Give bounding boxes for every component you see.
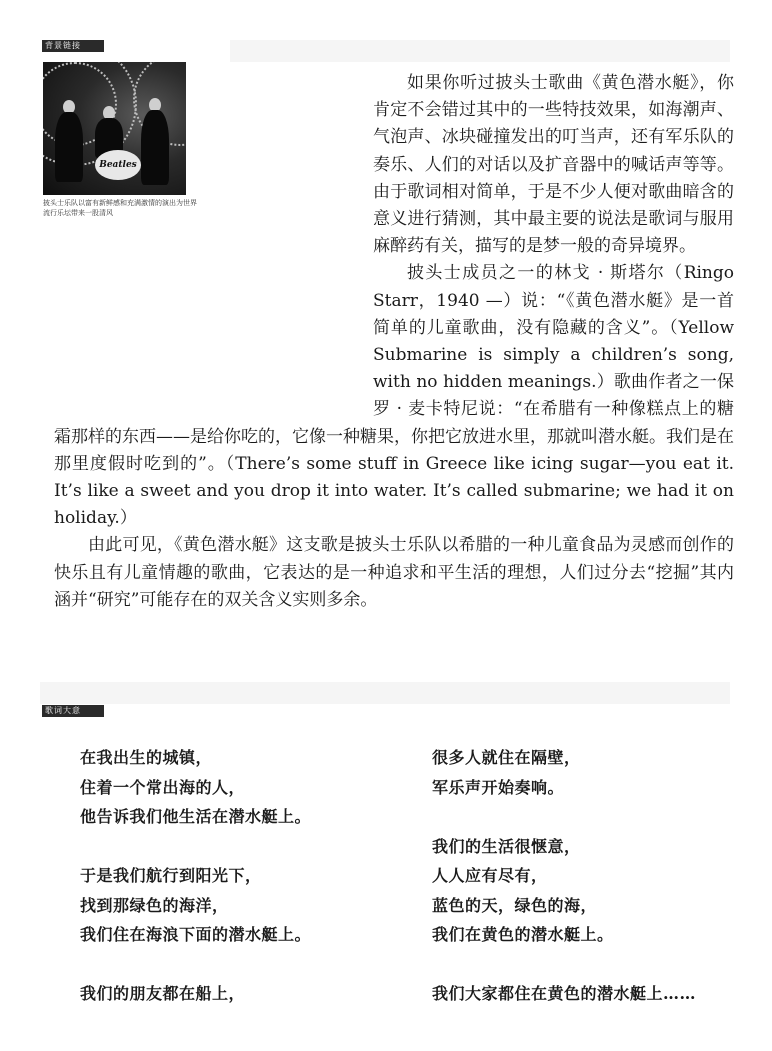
lyric-line: 蓝色的天，绿色的海， [432,895,598,915]
photo-caption: 披头士乐队以富有新鲜感和充满激情的演出为世界流行乐坛带来一股清风 [43,199,197,217]
lyric-line: 人人应有尽有， [432,866,548,885]
lyric-line: 军乐声开始奏响。 [432,777,565,797]
lyric-line: 找到那绿色的海洋， [80,895,229,915]
article-paragraph-2: 披头士成员之一的林戈 · 斯塔尔（Ringo Starr，1940 —）说：“《黄色潜水艇》是一首简单的儿童歌曲，没有隐藏的含义”。（Yellow Submarine is simply a children’s song, with no hidden meanings.）歌曲作者之一保罗 · 麦卡特尼说：“在希腊有一种像糕点上的糖霜那样的东西——是给你吃的，它像一种糖果，你把它放进水里，那就叫潜水艇。我们是在那里度假时吃到的”。（There’s some stuff in Greece like icing sugar—you eat it. It’s like a sweet and you drop it into water. It’s called submarine; we had it on holiday.） [54,263,734,529]
stanza-gap [80,832,311,862]
lyric-line: 住着一个常出海的人， [80,777,246,797]
lyrics-meaning-tag: 歌词大意 [42,705,104,717]
photo-spacer [54,70,373,422]
article-paragraph-3: 由此可见，《黄色潜水艇》这支歌是披头士乐队以希腊的一种儿童食品为灵感而创作的快乐且有儿童情趣的歌曲，它表达的是一种追求和平生活的理想，人们过分去“挖掘”其内涵并“研究”可能存在的双关含义实则多余。 [54,535,734,610]
lyric-line: 很多人就住在隔壁， [432,748,581,767]
lyric-line: 我们在黄色的潜水艇上。 [432,925,614,944]
lyric-line: 我们住在海浪下面的潜水艇上。 [80,925,312,944]
lyric-line: 在我出生的城镇， [80,748,213,767]
lyric-line: 我们的朋友都在船上， [80,984,246,1003]
stanza-gap [432,802,696,832]
page-shade-bottom [40,682,730,704]
page-shade-top [230,40,730,62]
stanza-gap [432,950,696,980]
lyric-line: 他告诉我们他生活在潜水艇上。 [80,807,312,826]
article-paragraph-1: 如果你听过披头士歌曲《黄色潜水艇》，你肯定不会错过其中的一些特技效果，如海潮声、气泡声、冰块碰撞发出的叮当声，还有军乐队的奏乐、人们的对话以及扩音器中的喊话声等等。由于歌词相对简单，于是不少人便对歌曲暗含的意义进行猜测，其中最主要的说法是歌词与服用麻醉药有关，描写的是梦一般的奇异境界。 [373,73,734,257]
background-link-tag: 背景链接 [42,40,104,52]
lyrics-left-column [80,743,311,1009]
stanza-gap [80,950,311,980]
lyric-line: 于是我们航行到阳光下， [80,866,262,885]
lyrics-right-column [432,743,696,1009]
lyric-line: 我们的生活很惬意， [432,836,581,856]
bass-drum: Beatles [95,150,141,180]
article-body [54,70,734,614]
lyric-line: 我们大家都住在黄色的潜水艇上…… [432,984,697,1003]
